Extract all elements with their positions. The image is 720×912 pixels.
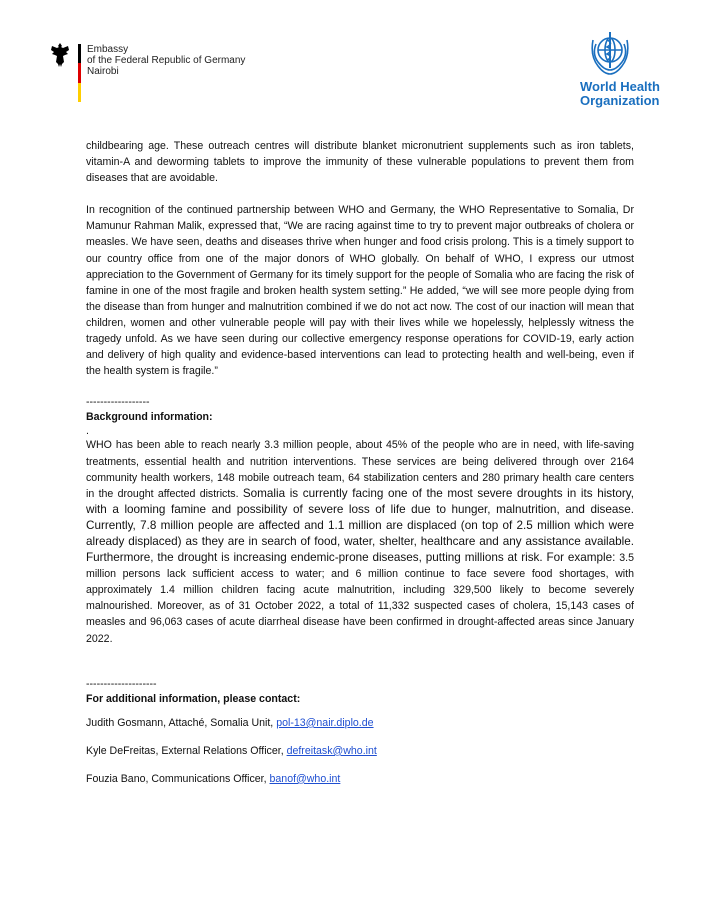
letterhead <box>0 0 720 120</box>
who-line: World Health <box>580 79 660 94</box>
who-line: Organization <box>580 93 660 108</box>
embassy-city: Nairobi <box>87 66 119 77</box>
dot-marker: . <box>86 425 89 438</box>
email-link[interactable]: pol-13@nair.diplo.de <box>276 716 374 729</box>
contact-line <box>86 771 634 787</box>
separator: -------------------- <box>86 677 157 690</box>
contact-line <box>86 743 634 759</box>
contact-line <box>86 715 634 731</box>
paragraph: childbearing age. These outreach centres will distribute blanket micronutrient supplements such as iron tablets, vitamin-A and deworming tablets to improve the immunity of these vulnerable populations to prevent them from diseases that are avoidable. <box>86 140 634 185</box>
german-flag-bar <box>78 44 81 102</box>
contact-name: Kyle DeFreitas, External Relations Officer, <box>86 744 287 757</box>
who-wordmark <box>580 80 660 108</box>
background-paragraph <box>86 437 634 646</box>
paragraph: In recognition of the continued partnership between WHO and Germany, the WHO Representative to Somalia, Dr Mamunur Rahman Malik, expressed that, “We are racing against time to try to prevent major outbreaks of cholera or measles. We have seen, deaths and diseases thrive when hunger and food crisis prolong. This is a timely support to our country office from one of the major donors of WHO globally. On behalf of WHO, I express our utmost appreciation to the Government of Germany for its timely support for the people of Somalia who are facing the risk of famine in one of the most fragile and broken health system setting.” He added, “we will see more people dying from the disease than from hunger and malnutrition combined if we do not act now. The cost of our inaction will mean that children, women and other vulnerable people will pay with their lives while we hopelessly, helplessly witness the tragedy unfold. As we have seen during our collective emergency response operations for COVID-19, early action and delivery of high quality and evidence-based interventions can lead to protecting health and well-being, even if the health system is fragile.” <box>86 204 634 378</box>
who-emblem-icon <box>590 30 630 78</box>
section-heading: For additional information, please contact: <box>86 692 301 705</box>
federal-eagle-icon <box>50 42 70 68</box>
embassy-line: Embassy <box>87 44 129 55</box>
background-text: WHO has been able to reach nearly 3.3 million people, about 45% of the people who are in need, with life-saving treatments, essential health and nutrition interventions. These services are being delivered through over 2164 community health workers, 148 mobile outreach team, 64 stabilization centers and 280 primary health care centers in the drought affected districts. <box>86 439 634 500</box>
document-body <box>86 138 634 799</box>
embassy-name <box>87 44 245 77</box>
embassy-line: of the Federal Republic of Germany <box>87 55 246 66</box>
email-link[interactable]: banof@who.int <box>269 772 341 785</box>
email-link[interactable]: defreitask@who.int <box>286 744 377 757</box>
background-text: 3.5 million persons lack sufficient access to water; and 6 million continue to face severe food shortages, with approximately 1.4 million children facing acute malnutrition, including 329,500 likely to become severely malnourished. Moreover, as of 31 October 2022, a total of 11,332 suspected cases of cholera, 15,143 cases of measles and 96,063 cases of acute diarrheal disease have been confirmed in drought-affected areas since January 2022. <box>86 552 634 645</box>
separator: ------------------ <box>86 396 150 409</box>
section-heading: Background information: <box>86 411 213 424</box>
contact-name: Judith Gosmann, Attaché, Somalia Unit, <box>86 716 277 729</box>
contact-name: Fouzia Bano, Communications Officer, <box>86 772 270 785</box>
background-text: Somalia is currently facing one of the most severe droughts in its history, with a looming famine and possibility of severe loss of life due to hunger, malnutrition, and disease. Currently, 7.8 million people are affected and 1.1 million are displaced (on top of 2.5 million which were already displaced) as they are in search of food, water, shelter, healthcare and any assistance available. Furthermore, the drought is increasing endemic-prone diseases, putting millions at risk. For example: <box>86 486 634 565</box>
